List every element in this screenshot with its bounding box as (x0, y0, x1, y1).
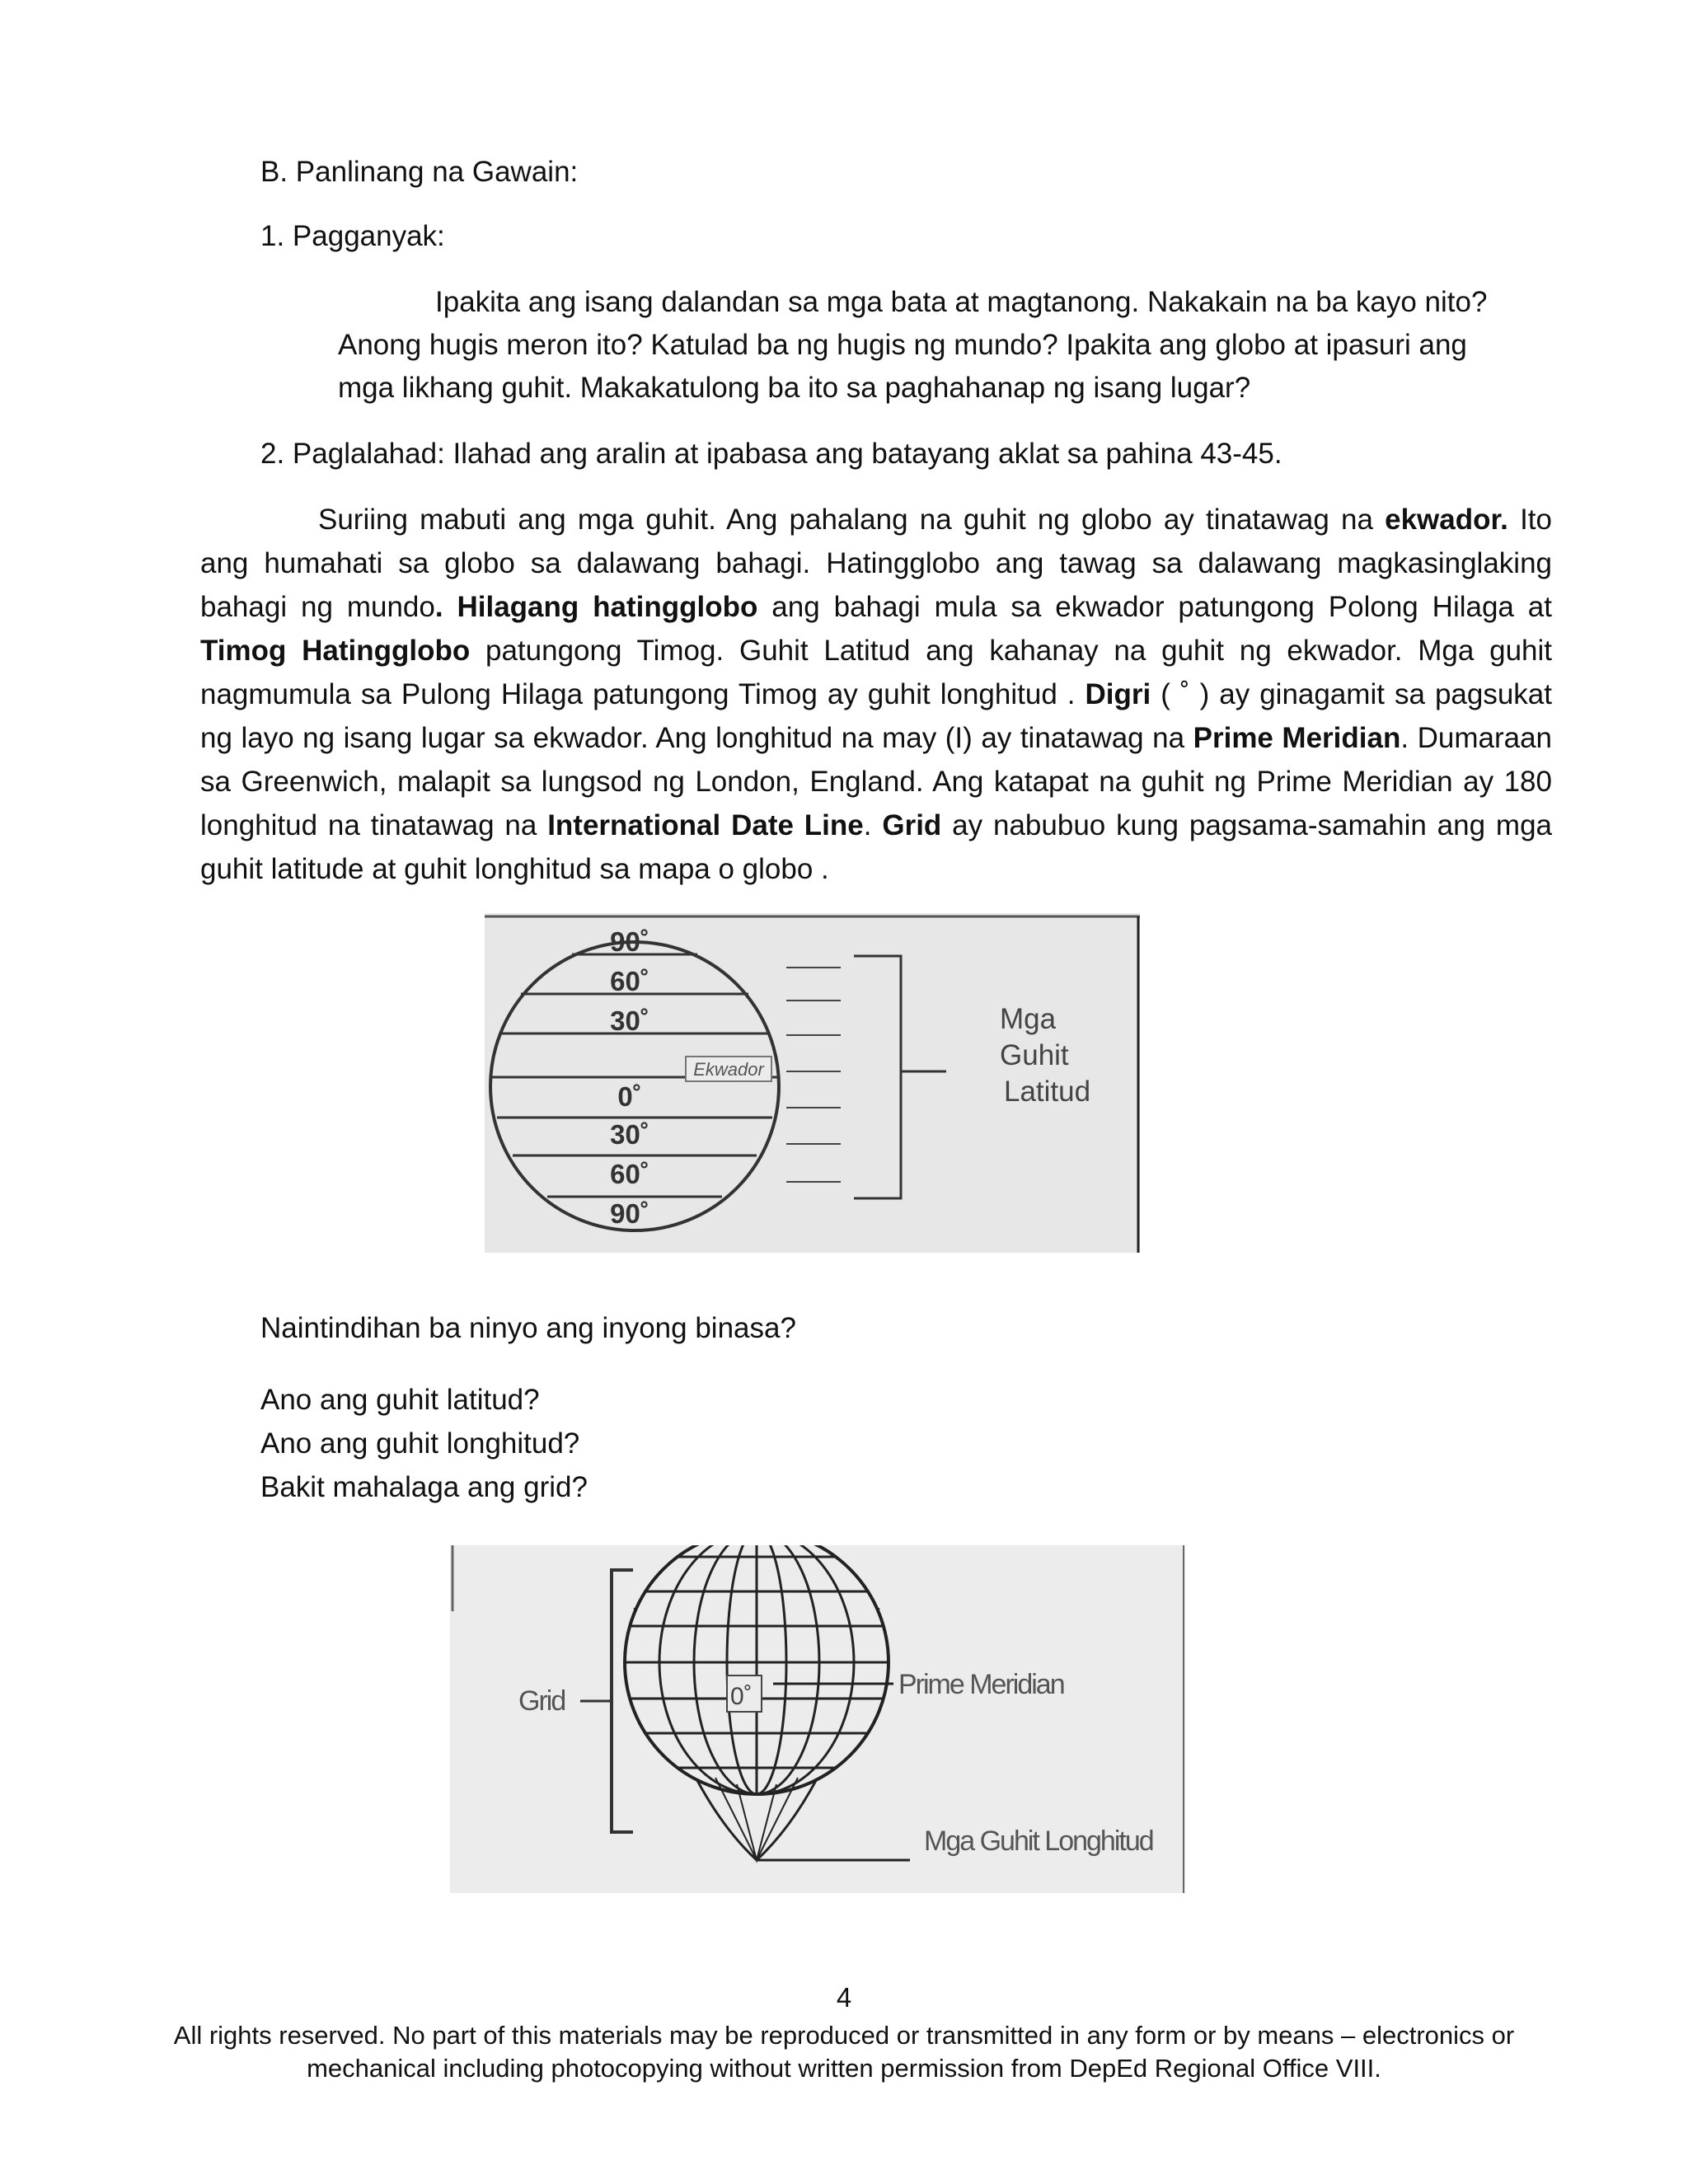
question-longhitud: Ano ang guhit longhitud? (260, 1427, 580, 1460)
lat-label-90n: 90˚ (610, 926, 649, 957)
longhitud-label: Mga Guhit Longhitud (924, 1825, 1153, 1857)
term-ekwador: ekwador. (1385, 504, 1508, 536)
lesson-paragraph (200, 498, 1552, 891)
term-international-date-line: International Date Line (547, 809, 864, 841)
item-paglalahad: 2. Paglalahad: Ilahad ang aralin at ipabasa ang batayang aklat sa pahina 43-45. (260, 438, 1282, 470)
caption-mga: Mga (1000, 1003, 1057, 1035)
latitude-diagram (485, 913, 1140, 1253)
lat-label-60s: 60˚ (610, 1159, 649, 1189)
lat-label-60n: 60˚ (610, 966, 649, 996)
grid-diagram-svg (450, 1545, 1185, 1893)
lesson-text: ang bahagi mula sa ekwador patungong Polong Hilaga at (757, 591, 1552, 623)
question-intro: Naintindihan ba ninyo ang inyong binasa? (260, 1312, 796, 1344)
caption-guhit: Guhit (1000, 1039, 1069, 1071)
term-timog-hatingglobo: Timog Hatingglobo (200, 635, 471, 667)
footer-line-2: mechanical including photocopying without written permission from DepEd Regional Office VIII. (307, 2054, 1381, 2083)
question-grid: Bakit mahalaga ang grid? (260, 1471, 588, 1503)
lesson-text: ( ˚ ) ay ginagamit sa pagsukat ng layo ng isang lugar sa ekwador. Ang longhitud na may (I) ay tinatawag na (200, 678, 1552, 754)
lat-label-30s: 30˚ (610, 1119, 649, 1150)
zero-degree-label: 0˚ (730, 1683, 753, 1710)
lesson-text: ay nabubuo kung pagsama-samahin ang mga guhit latitude at guhit longhitud sa mapa o globo . (200, 809, 1553, 885)
lesson-text: Suriing mabuti ang mga guhit. Ang pahalang na guhit ng globo ay tinatawag na (318, 504, 1386, 536)
latitude-diagram-svg (485, 913, 1140, 1253)
term-digri: Digri (1085, 678, 1151, 710)
lesson-text: . (863, 809, 883, 841)
footer-line-1: All rights reserved. No part of this materials may be reproduced or transmitted in any form or by means – electronics or (173, 2021, 1515, 2050)
page-number: 4 (836, 1982, 852, 2013)
lesson-text: patungong Timog. Guhit Latitud ang kahanay na guhit ng ekwador. Mga guhit nagmumula sa Pulong Hilaga patungong Timog ay guhit longhitud . (200, 635, 1552, 710)
latitude-bracket (854, 956, 901, 1198)
section-heading: B. Panlinang na Gawain: (260, 156, 579, 188)
grid-label: Grid (518, 1685, 565, 1717)
prime-meridian-label: Prime Meridian (898, 1669, 1064, 1700)
caption-latitud: Latitud (1004, 1076, 1091, 1108)
lesson-text: . Dumaraan sa Greenwich, malapit sa lungsod ng London, England. Ang katapat na guhit ng Prime Meridian ay 180 longhitud na tinatawag na (200, 722, 1552, 841)
pagganyak-line-3: mga likhang guhit. Makakatulong ba ito sa paghahanap ng isang lugar? (338, 372, 1251, 404)
term-prime-meridian: Prime Meridian (1193, 722, 1401, 754)
pagganyak-line-2: Anong hugis meron ito? Katulad ba ng hugis ng mundo? Ipakita ang globo at ipasuri ang (338, 329, 1467, 361)
term-hilagang-hatingglobo: . Hilagang hatingglobo (434, 591, 758, 623)
lat-label-0: 0˚ (617, 1081, 642, 1112)
ekwador-label: Ekwador (693, 1059, 764, 1080)
pagganyak-line-1: Ipakita ang isang dalandan sa mga bata at magtanong. Nakakain na ba kayo nito? (435, 286, 1488, 318)
lat-label-30n: 30˚ (610, 1005, 649, 1036)
grid-diagram (450, 1545, 1185, 1893)
lesson-text: Ito ang humahati sa globo sa dalawang bahagi. Hatingglobo ang tawag sa dalawang magkasinglaking bahagi ng mundo (200, 504, 1552, 623)
item-pagganyak: 1. Pagganyak: (260, 220, 445, 252)
lat-label-90s: 90˚ (610, 1198, 649, 1229)
term-grid: Grid (882, 809, 942, 841)
question-latitud: Ano ang guhit latitud? (260, 1384, 540, 1416)
